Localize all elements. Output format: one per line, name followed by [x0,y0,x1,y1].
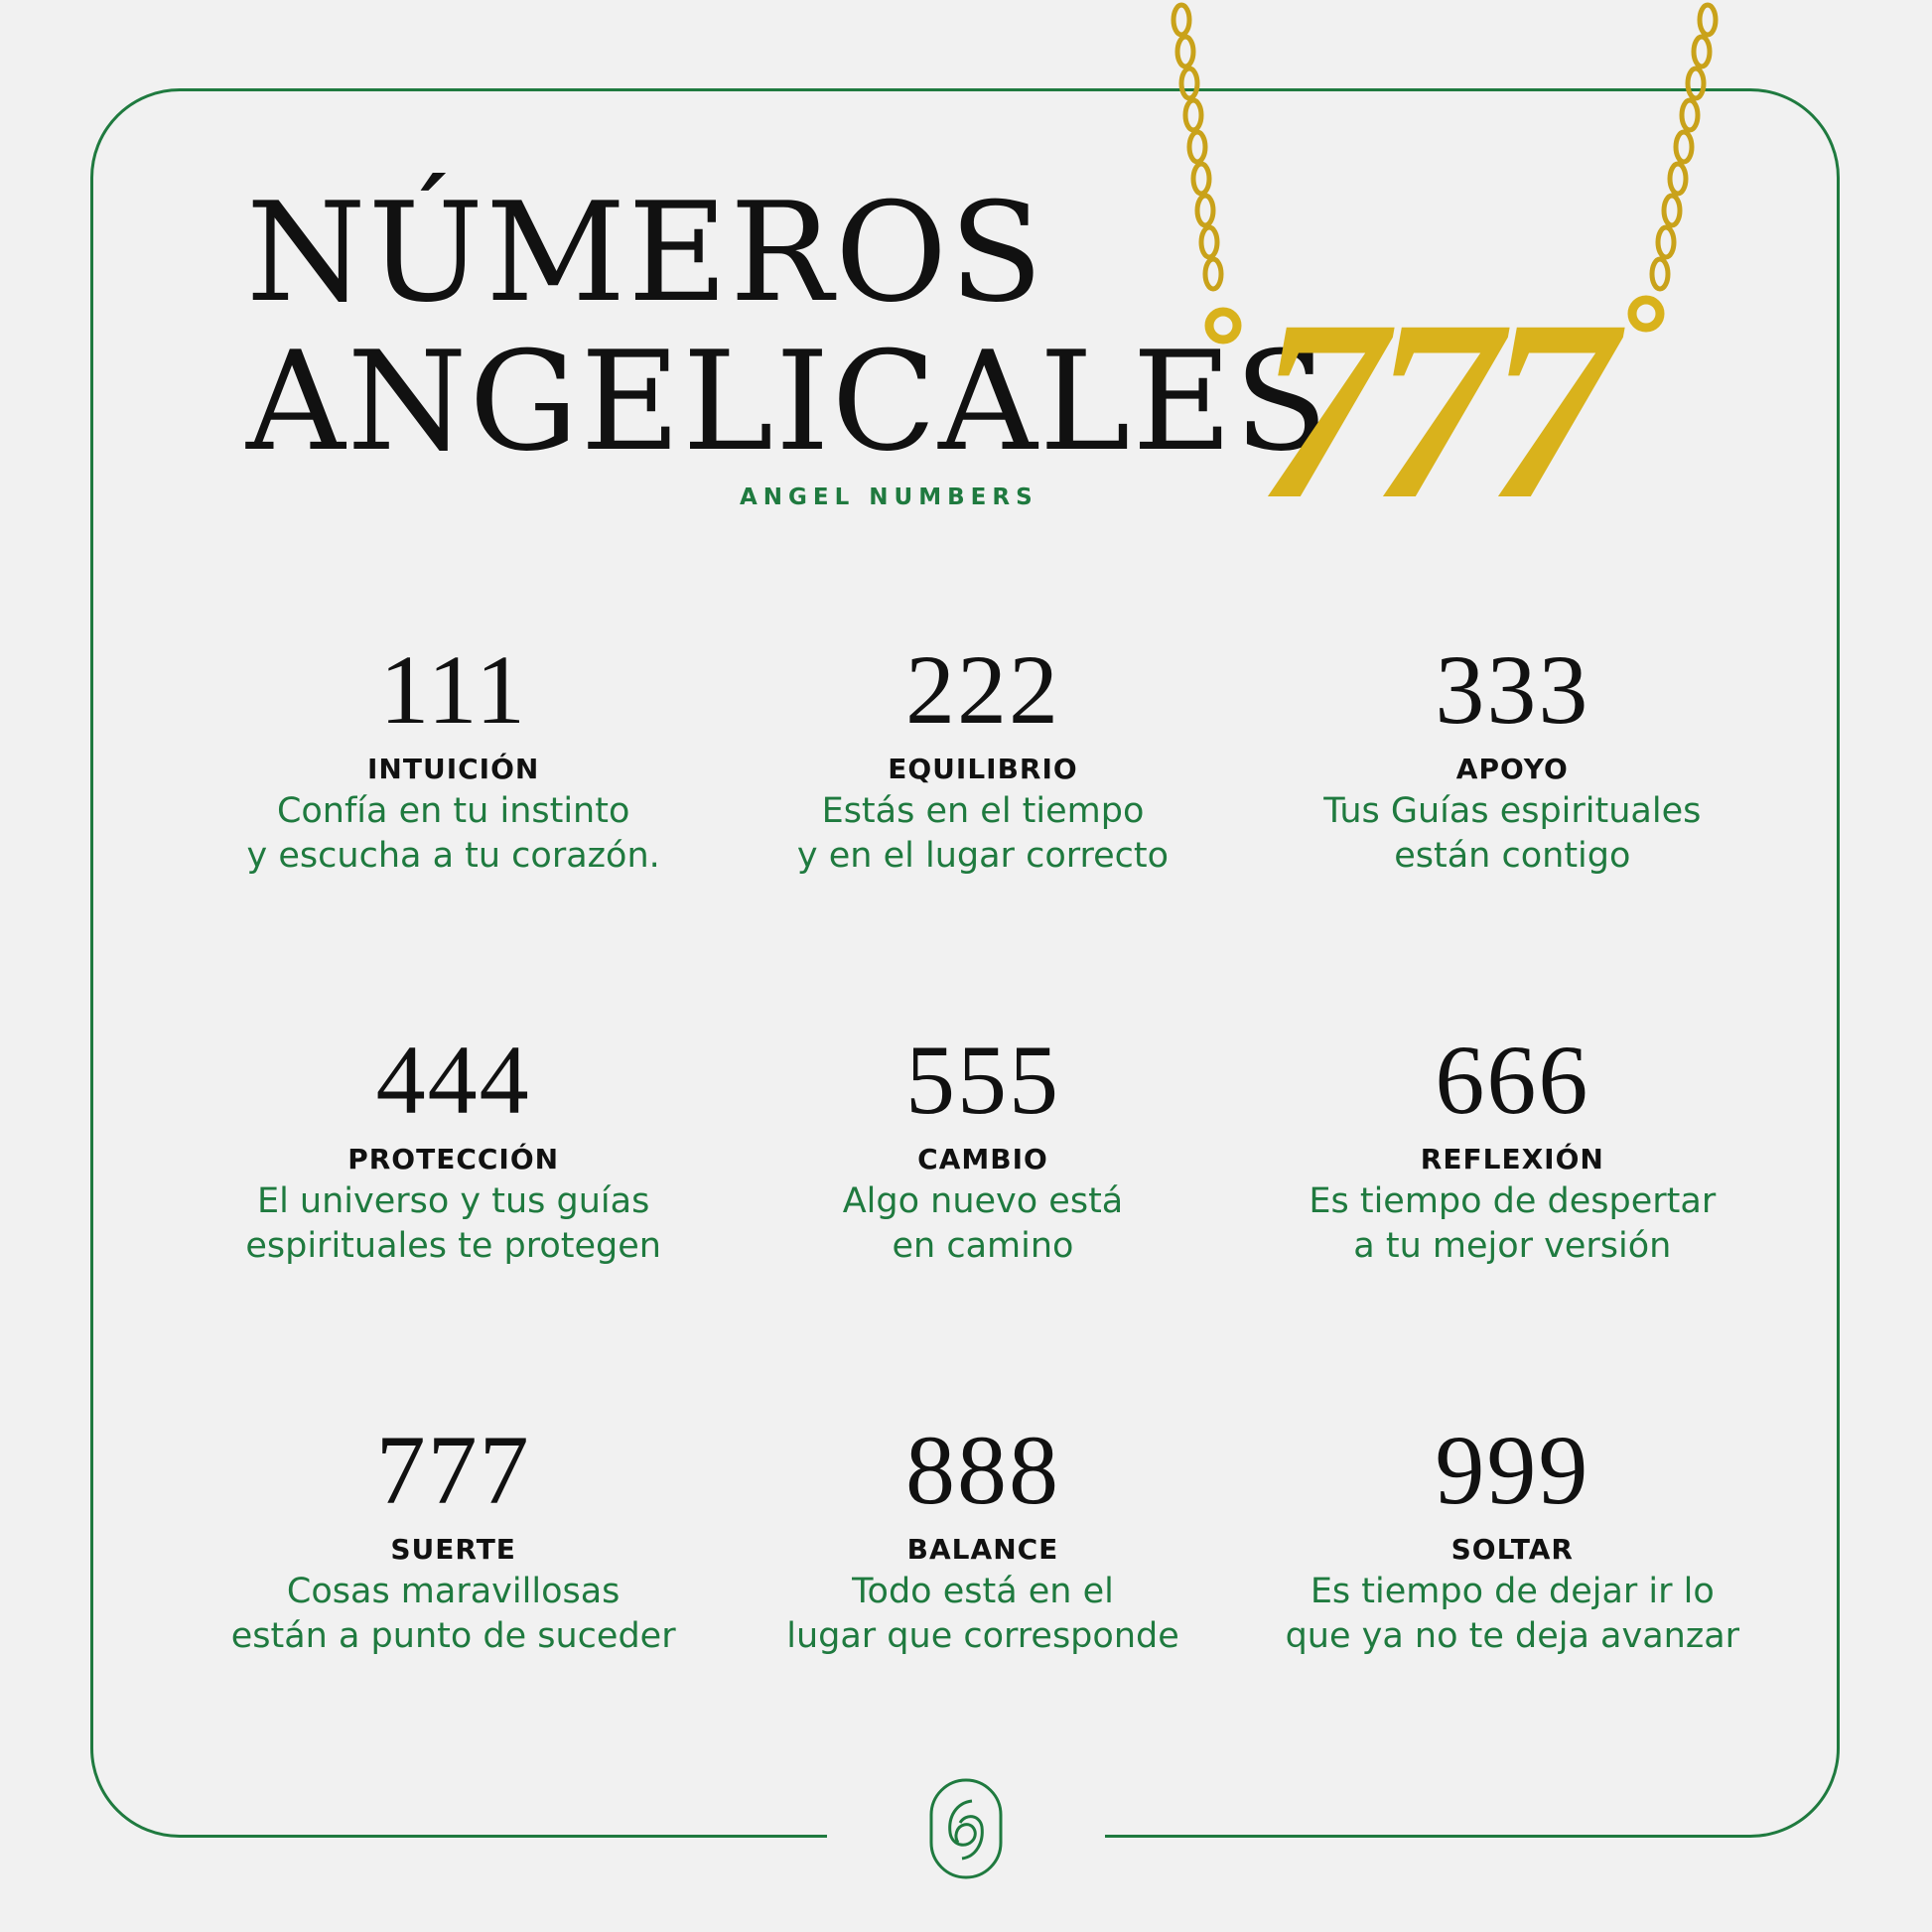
number-description: Algo nuevo está en camino [842,1181,1124,1266]
angel-number: 888 [904,1415,1060,1525]
number-card [718,1026,1247,1416]
title-line-1: NÚMEROS [246,173,1045,333]
number-meaning-title: EQUILIBRIO [888,753,1078,785]
angel-number: 333 [1435,634,1590,745]
number-meaning-title: APOYO [1455,753,1569,785]
title-line-2: ANGELICALES [246,322,1330,482]
necklace-image [1152,0,1747,536]
number-card [1248,1416,1777,1806]
number-meaning-title: BALANCE [906,1533,1059,1566]
page-subtitle: ANGEL NUMBERS [740,484,1038,510]
angel-number: 777 [375,1415,531,1525]
number-meaning-title: SOLTAR [1450,1533,1574,1566]
angel-number: 999 [1435,1415,1590,1525]
angel-number: 555 [904,1025,1060,1135]
number-description: Estás en el tiempo y en el lugar correcto [796,791,1170,876]
number-description: Todo está en el lugar que corresponde [786,1572,1179,1656]
number-description: Tus Guías espirituales están contigo [1323,791,1702,876]
angel-number: 111 [379,634,527,745]
number-description: Es tiempo de dejar ir lo que ya no te deja avanzar [1285,1572,1740,1656]
angel-number: 666 [1435,1025,1590,1135]
angel-number: 444 [375,1025,531,1135]
number-description: Es tiempo de despertar a tu mejor versión [1309,1181,1717,1266]
number-card [718,635,1247,1026]
pendant-number: 777 [1257,267,1602,536]
monogram-logo-icon [928,1777,1004,1880]
number-meaning-title: INTUICIÓN [367,753,540,785]
number-card [189,1026,718,1416]
number-meaning-title: SUERTE [390,1533,516,1566]
number-card [1248,1026,1777,1416]
number-card [189,635,718,1026]
number-meaning-title: REFLEXIÓN [1420,1143,1604,1175]
number-description: Cosas maravillosas están a punto de suceder [230,1572,676,1656]
number-meaning-title: PROTECCIÓN [347,1143,560,1175]
number-card [718,1416,1247,1806]
number-description: Confía en tu instinto y escucha a tu corazón. [246,791,660,876]
number-meaning-title: CAMBIO [917,1143,1048,1175]
number-card [1248,635,1777,1026]
number-description: El universo y tus guías espirituales te protegen [245,1181,661,1266]
number-card [189,1416,718,1806]
numbers-grid [189,635,1777,1806]
angel-number: 222 [904,634,1060,745]
